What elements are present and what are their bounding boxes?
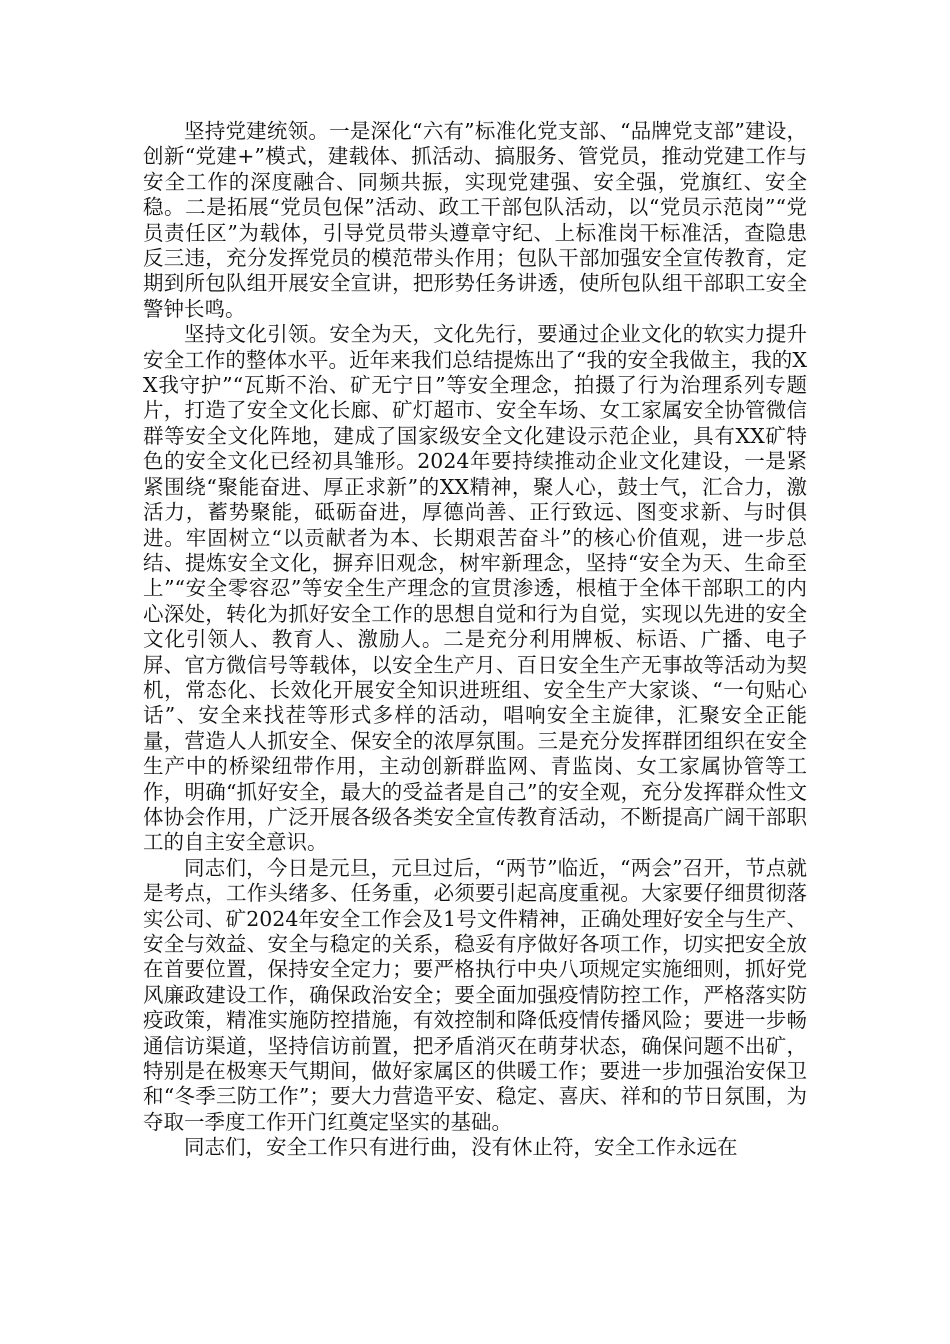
paragraph-party-building: 坚持党建统领。一是深化“六有”标准化党支部、“品牌党支部”建设，创新“党建+”模式，建载体、抓活动、搞服务、管党员，推动党建工作与安全工作的深度融合、同频共振，实现党建强、安全强，党旗红、安全稳。二是拓展“党员包保”活动、政工干部包队活动，以“党员示范岗”“党员责任区”为载体，引导党员带头遵章守纪、上标准岗干标准活，查隐患反三违，充分发挥党员的模范带头作用；包队干部加强安全宣传教育，定期到所包队组开展安全宣讲，把形势任务讲透，使所包队组干部职工安全警钟长鸣。 bbox=[143, 119, 807, 321]
paragraph-culture-guidance: 坚持文化引领。安全为天，文化先行，要通过企业文化的软实力提升安全工作的整体水平。近年来我们总结提炼出了“我的安全我做主，我的XX我守护”“瓦斯不治、矿无宁日”等安全理念，拍摄了行为治理系列专题片，打造了安全文化长廊、矿灯超市、安全车场、女工家属安全协管微信群等安全文化阵地，建成了国家级安全文化建设示范企业，具有XX矿特色的安全文化已经初具雏形。2024年要持续推动企业文化建设，一是紧紧围绕“聚能奋进、厚正求新”的XX精神，聚人心，鼓士气，汇合力，激活力，蓄势聚能，砥砺奋进，厚德尚善、正行致远、图变求新、与时俱进。牢固树立“以贡献者为本、长期艰苦奋斗”的核心价值观，进一步总结、提炼安全文化，摒弃旧观念，树牢新理念，坚持“安全为天、生命至上”“安全零容忍”等安全生产理念的宣贯渗透，根植于全体干部职工的内心深处，转化为抓好安全工作的思想自觉和行为自觉，实现以先进的安全文化引领人、教育人、激励人。二是充分利用牌板、标语、广播、电子屏、官方微信号等载体，以安全生产月、百日安全生产无事故等活动为契机，常态化、长效化开展安全知识进班组、安全生产大家谈、“一句贴心话”、安全来找茬等形式多样的活动，唱响安全主旋律，汇聚安全正能量，营造人人抓安全、保安全的浓厚氛围。三是充分发挥群团组织在安全生产中的桥梁纽带作用，主动创新群监网、青监岗、女工家属协管等工作，明确“抓好安全，最大的受益者是自己”的安全观，充分发挥群众性文体协会作用，广泛开展各级各类安全宣传教育活动，不断提高广阔干部职工的自主安全意识。 bbox=[143, 322, 807, 855]
document-body bbox=[143, 119, 807, 1161]
paragraph-new-year-requirements: 同志们，今日是元旦，元旦过后，“两节”临近，“两会”召开，节点就是考点，工作头绪多、任务重，必须要引起高度重视。大家要仔细贯彻落实公司、矿2024年安全工作会及1号文件精神，正确处理好安全与生产、安全与效益、安全与稳定的关系，稳妥有序做好各项工作，切实把安全放在首要位置，保持安全定力；要严格执行中央八项规定实施细则，抓好党风廉政建设工作，确保政治安全；要全面加强疫情防控工作，严格落实防疫政策，精准实施防控措施，有效控制和降低疫情传播风险；要进一步畅通信访渠道，坚持信访前置，把矛盾消灭在萌芽状态，确保问题不出矿，特别是在极寒天气期间，做好家属区的供暖工作；要进一步加强治安保卫和“冬季三防工作”；要大力营造平安、稳定、喜庆、祥和的节日氛围，为夺取一季度工作开门红奠定坚实的基础。 bbox=[143, 855, 807, 1134]
paragraph-closing: 同志们，安全工作只有进行曲，没有休止符，安全工作永远在 bbox=[184, 1135, 738, 1160]
